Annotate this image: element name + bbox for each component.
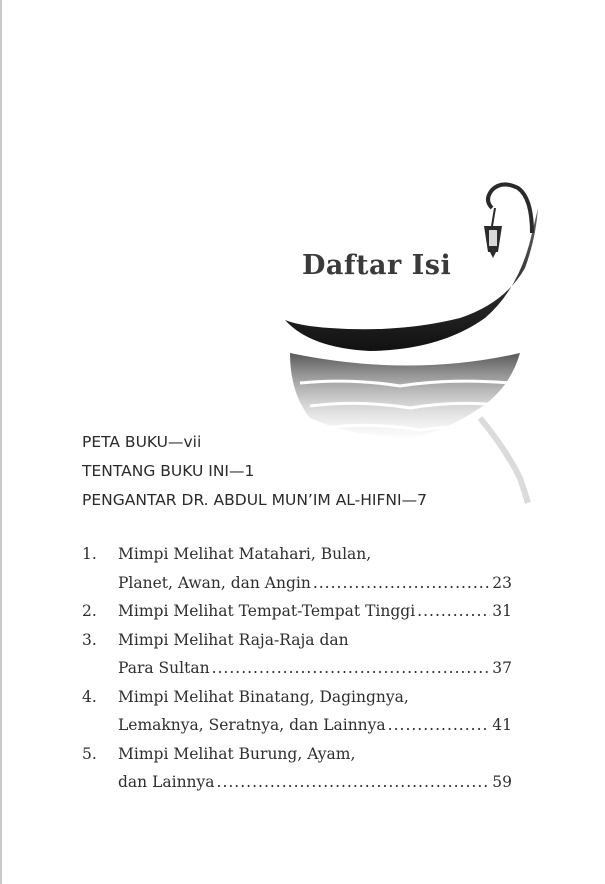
dot-leader <box>417 597 490 626</box>
toc-title-line: Planet, Awan, dan Angin <box>118 573 311 592</box>
toc-page-number: 31 <box>492 602 512 620</box>
toc-number: 5. <box>82 744 97 763</box>
toc-entry <box>82 626 512 655</box>
front-matter-list <box>82 428 427 515</box>
toc-page-number: 41 <box>492 716 512 734</box>
front-matter-item: TENTANG BUKU INI—1 <box>82 462 255 480</box>
toc-title-line: Mimpi Melihat Burung, Ayam, <box>118 744 356 763</box>
toc-number: 1. <box>82 545 97 563</box>
toc-page-number: 59 <box>492 773 512 791</box>
toc-number: 4. <box>82 687 97 706</box>
toc-entry-continuation <box>82 711 512 740</box>
toc-entry-continuation <box>82 768 512 797</box>
page-title: Daftar Isi <box>302 250 452 281</box>
toc-entry <box>82 740 512 769</box>
dot-leader <box>388 711 491 740</box>
page-edge <box>0 0 2 884</box>
toc-title-line: Mimpi Melihat Tempat-Tempat Tinggi <box>118 602 416 620</box>
toc-title-line: Mimpi Melihat Matahari, Bulan, <box>118 545 372 563</box>
front-matter-item: PETA BUKU—vii <box>82 433 202 451</box>
toc-title-line: Mimpi Melihat Binatang, Dagingnya, <box>118 687 409 706</box>
toc-title-line: Lemaknya, Seratnya, dan Lainnya <box>118 716 386 734</box>
toc-title-line: Mimpi Melihat Raja-Raja dan <box>118 630 349 649</box>
toc-page-number: 23 <box>492 573 512 592</box>
dot-leader <box>313 569 490 598</box>
lantern-icon <box>484 184 532 258</box>
dot-leader <box>217 768 491 797</box>
toc-entry <box>82 540 512 569</box>
toc-entry-continuation <box>82 654 512 683</box>
toc-number: 2. <box>82 602 97 620</box>
front-matter-item: PENGANTAR DR. ABDUL MUN’IM AL-HIFNI—7 <box>82 491 427 509</box>
toc-title-line: dan Lainnya <box>118 773 215 791</box>
toc-title-line: Para Sultan <box>118 659 210 677</box>
table-of-contents <box>82 540 512 797</box>
dot-leader <box>212 654 491 683</box>
toc-entry <box>82 597 512 626</box>
toc-entry <box>82 683 512 712</box>
toc-page-number: 37 <box>492 659 512 677</box>
toc-number: 3. <box>82 630 97 649</box>
toc-entry-continuation <box>82 569 512 598</box>
